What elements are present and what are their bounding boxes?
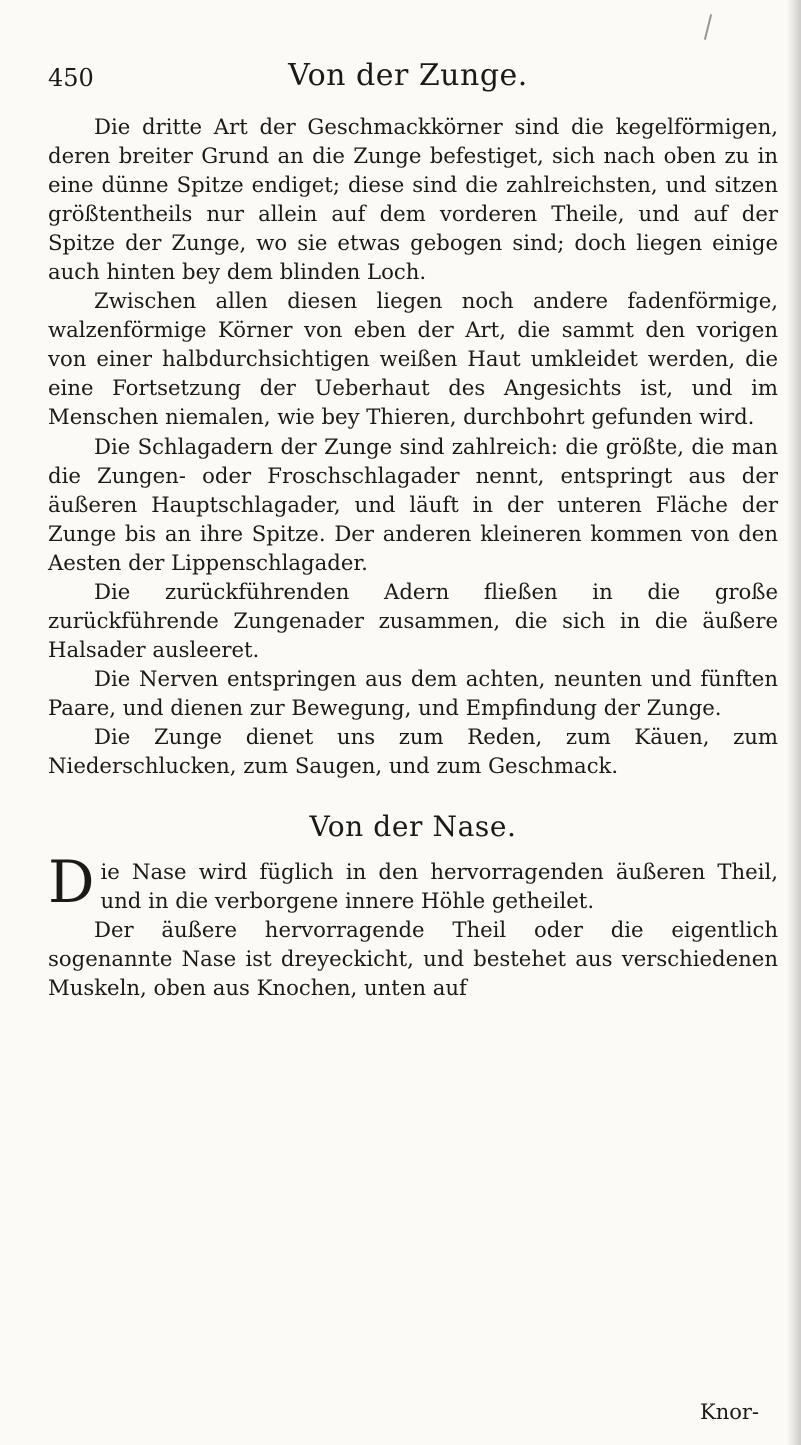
paragraph-kegelfoermige-koerner: Die dritte Art der Geschmackkörner sind die kegelförmigen, deren breiter Grund an die Zunge befestiget, sich nach oben zu in eine dünne Spitze endiget; diese sind die zahlreichsten, und sitzen größtentheils nur allein auf dem vorderen Theile, und auf der Spitze der Zunge, wo sie etwas gebogen sind; doch liegen einige auch hinten bey dem blinden Loch. [48,114,778,285]
drop-cap: D [48,848,95,917]
page-number: 450 [48,64,94,92]
paragraph-schlagadern: Die Schlagadern der Zunge sind zahlreich: die größte, die man die Zungen- oder Froschschlagader nennt, entspringt aus der äußeren Hauptschlagader, und läuft in der unteren Fläche der Zunge bis an ihre Spitze. Der anderen kleineren kommen von den Aesten der Lippenschlagader. [48,433,778,575]
paragraph-nerven: Die Nerven entspringen aus dem achten, neunten und fünften Paare, und dienen zur Bewegung, und Empfindung der Zunge. [48,665,778,720]
paragraph-fadenfoermige-koerner: Zwischen allen diesen liegen noch andere fadenförmige, walzenförmige Körner von eben der Art, die sammt den vorigen von einer halbdurchsichtigen weißen Haut umkleidet werden, die eine Fortsetzung der Ueberhaut des Angesichts ist, und im Menschen niemalen, wie bey Thieren, durchbohrt gefunden wird. [48,288,778,430]
catchword: Knor- [700,1400,759,1424]
paragraph-nase-einteilung-text: ie Nase wird füglich in den hervorragenden äußeren Theil, und in die verborgene innere Höhle getheilet. [100,859,778,914]
paragraph-aeussere-nase: Der äußere hervorragende Theil oder die eigentlich sogenannte Nase ist dreyeckicht, und bestehet aus verschiedenen Muskeln, oben aus Knochen, unten auf [48,917,778,1001]
section-title: Von der Nase. [309,810,517,844]
page-edge-mark [704,14,712,40]
page-edge-shadow [787,0,801,1445]
paragraph-zurueckfuehrende-adern: Die zurückführenden Adern fließen in die große zurückführende Zungenader zusammen, die sich in die äußere Halsader ausleeret. [48,578,778,662]
page-body [48,112,778,1002]
paragraph-nutzen-der-zunge: Die Zunge dienet uns zum Reden, zum Käuen, zum Niederschlucken, zum Saugen, und zum Geschmack. [48,723,778,779]
running-title: Von der Zunge. [288,58,528,93]
page-header [48,58,768,98]
paragraph-nase-einteilung [48,848,778,917]
